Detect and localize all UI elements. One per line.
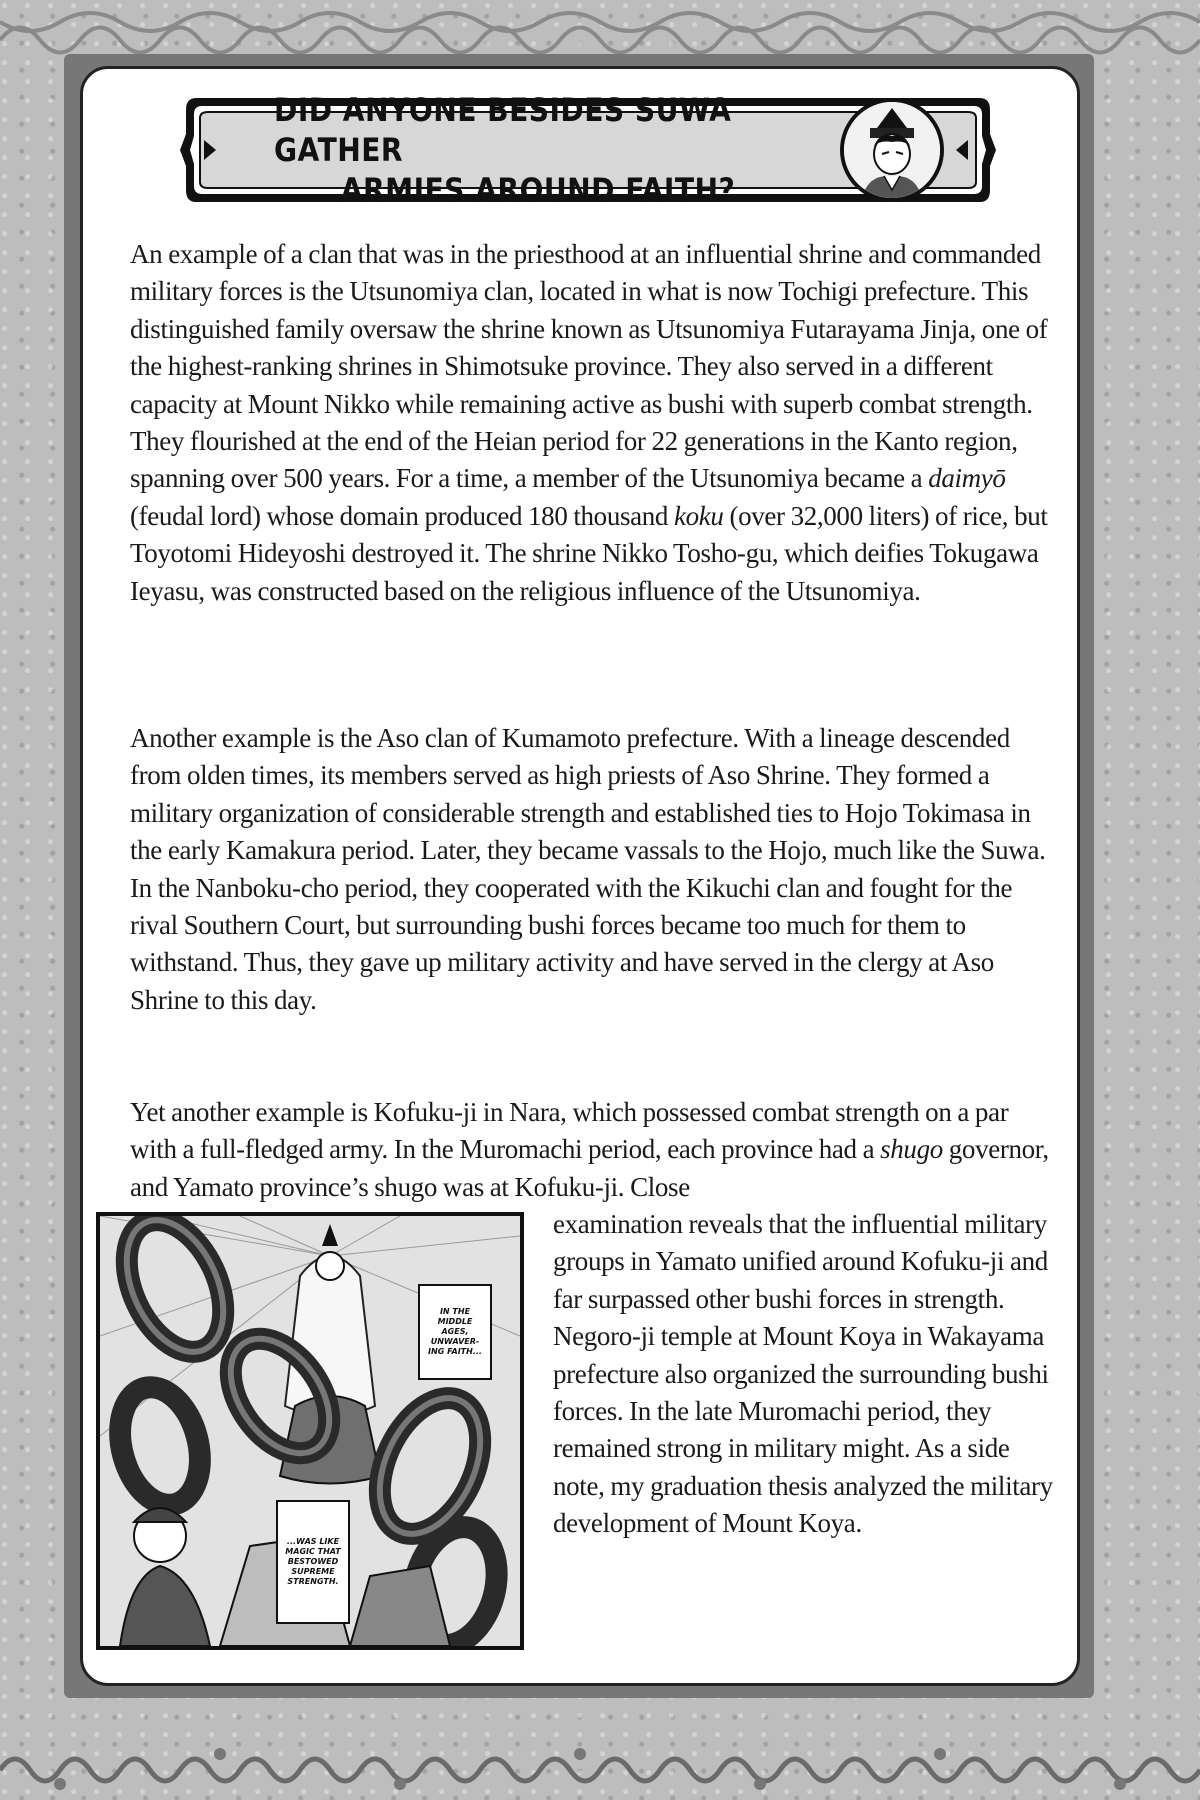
- text-run: governor, and Yamato province’s shugo was at Kofuku-ji. Close: [130, 1134, 1049, 1202]
- author-avatar-icon: [844, 102, 940, 198]
- top-ornamental-border: [0, 0, 1200, 60]
- paragraph-kofukuji: [130, 1094, 1060, 1206]
- page-title: [274, 91, 802, 209]
- bottom-ornamental-border: [0, 1740, 1200, 1800]
- text-run: An example of a clan that was in the priesthood at an influential shrine and commanded military forces is the Utsunomiya clan, located in what is now Tochigi prefecture. This distinguished family oversaw the shrine known as Utsunomiya Futarayama Jinja, one of the highest-ranking shrines in Shimotsuke province. They also served in a different capacity at Mount Nikko while remaining active as bushi with superb combat strength. They flourished at the end of the Heian period for 22 generations in the Kanto region, spanning over 500 years. For a time, a member of the Utsunomiya became a: [130, 239, 1048, 494]
- caption-box-bottom: ...WAS LIKE MAGIC THAT BESTOWED SUPREME STRENGTH.: [276, 1500, 350, 1624]
- header-banner: [178, 88, 998, 212]
- text-run: (over 32,000 liters) of rice, but Toyotomi Hideyoshi destroyed it. The shrine Nikko Tosho-gu, which deifies Tokugawa Ieyasu, was constructed based on the religious influence of the Utsunomiya.: [130, 500, 1048, 606]
- paragraph-kofukuji-continued: [553, 1206, 1063, 1543]
- text-run: Another example is the Aso clan of Kumamoto prefecture. With a lineage descended from olden times, its members served as high priests of Aso Shrine. They formed a military organization of considerable strength and established ties to Hojo Tokimasa in the early Kamakura period. Later, they became vassals to the Hojo, much like the Suwa. In the Nanboku-cho period, they cooperated with the Kikuchi clan and fought for the rival Southern Court, but surrounding bushi forces became too much for them to withstand. Thus, they gave up military activity and have served in the clergy at Aso Shrine to this day.: [130, 723, 1046, 1015]
- italic-term: shugo: [880, 1134, 943, 1165]
- paragraph-utsunomiya: [130, 236, 1060, 610]
- title-line-1: DID ANYONE BESIDES SUWA GATHER: [274, 91, 732, 169]
- text-run: (feudal lord) whose domain produced 180 thousand: [130, 500, 674, 531]
- text-run: Yet another example is Kofuku-ji in Nara, which possessed combat strength on a par with a full-fledged army. In the Muromachi period, each province had a: [130, 1097, 1009, 1165]
- text-run: examination reveals that the influential military groups in Yamato unified around Kofuku-ji and far surpassed other bushi forces in strength. Negoro-ji temple at Mount Koya in Wakayama prefecture also organized the surrounding bushi forces. In the late Muromachi period, they remained strong in military might. As a side note, my graduation thesis analyzed the military development of Mount Koya.: [553, 1209, 1053, 1539]
- manga-panel: [96, 1212, 524, 1650]
- italic-term: daimyō: [928, 463, 1006, 494]
- italic-term: koku: [673, 500, 724, 531]
- caption-box-top: IN THE MIDDLE AGES, UNWAVER-ING FAITH...: [418, 1284, 492, 1380]
- paragraph-aso: [130, 720, 1060, 1019]
- author-portrait: [840, 98, 944, 202]
- title-line-2: ARMIES AROUND FAITH?: [340, 171, 736, 209]
